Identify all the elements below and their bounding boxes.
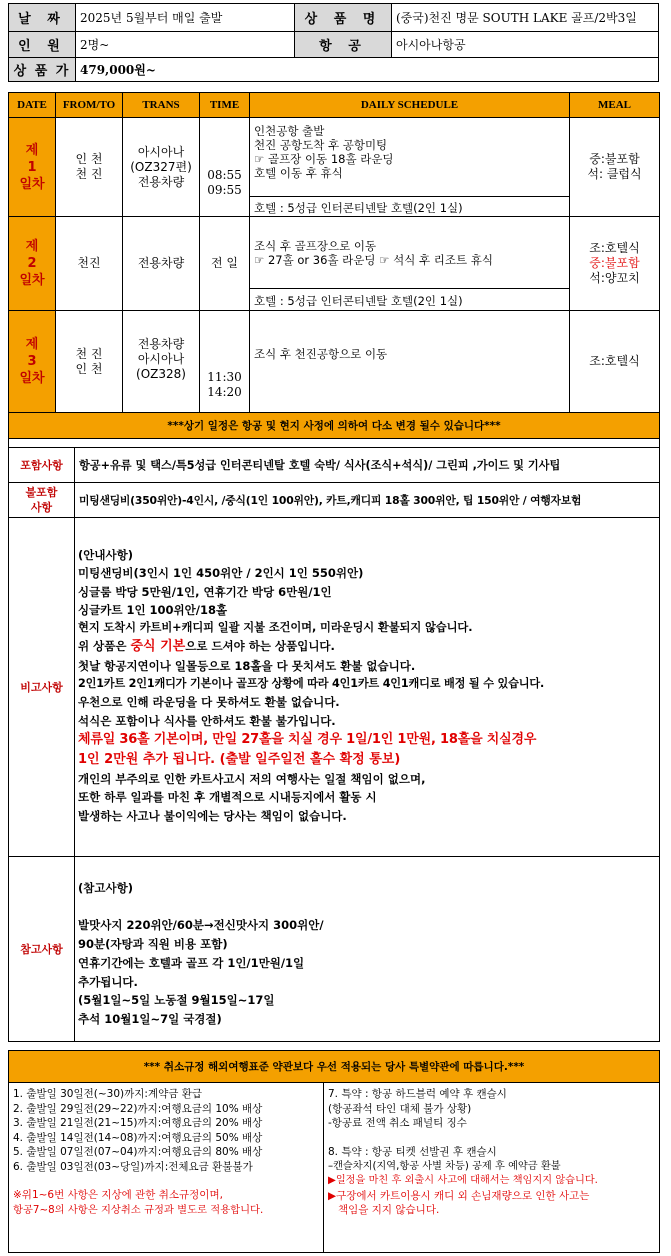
product-label: 상 품 명 (294, 3, 392, 32)
col-time: TIME (199, 92, 250, 118)
day3-label: 제 3 일차 (8, 310, 56, 413)
cancellation-title: *** 취소규정 해외여행표준 약관보다 우선 적용되는 당사 특별약관에 따릅니다.*** (8, 1050, 660, 1083)
people-value: 2명~ (75, 31, 295, 58)
reference-label: 참고사항 (8, 856, 75, 1042)
product-value: (중국)천진 명문 SOUTH LAKE 골프/2박3일 (391, 3, 659, 32)
day3-trans: 전용차량 아시아나 (OZ328) (122, 310, 200, 413)
excluded-text: 미팅샌딩비(350위안)-4인시, /중식(1인 100위안), 카트,캐디피 18홀 300위안, 팁 150위안 / 여행자보험 (74, 482, 660, 518)
col-date: DATE (8, 92, 56, 118)
day3-meal: 조:호텔식 (569, 310, 660, 413)
col-meal: MEAL (569, 92, 660, 118)
day3-schedule: 조식 후 천진공항으로 이동 (249, 310, 570, 413)
day1-hotel: 호텔 : 5성급 인터콘티넨탈 호텔(2인 1실) (249, 196, 570, 217)
cancellation-right: 7. 특약 : 항공 하드블럭 예약 후 캔슬시 (항공좌석 타인 대체 불가 상황) -항공료 전액 취소 패널티 징수 8. 특약 : 항공 티켓 선발권 후 캔슬시 –캔슬차지(지역,항공 사별 차등) 공제 후 예약금 환불 ▶일정을 마친 후 외출시 사고에 대해서는 책임지지 않습니다. ▶구장에서 카트이용시 캐디 외 손님재량으로 인한 사고는 책임을 지지 않습니다. (323, 1082, 660, 1253)
day1-schedule: 인천공항 출발 천진 공항도착 후 공항미팅 ☞ 골프장 이동 18홀 라운딩 호텔 이동 후 휴식 (249, 117, 570, 197)
included-label: 포함사항 (8, 447, 75, 483)
date-value: 2025년 5월부터 매일 출발 (75, 3, 295, 32)
day2-from-to: 천진 (55, 216, 123, 311)
day1-label: 제 1 일차 (8, 117, 56, 217)
day2-trans: 전용차량 (122, 216, 200, 311)
col-trans: TRANS (122, 92, 200, 118)
airline-label: 항 공 (294, 31, 392, 58)
price-label: 상 품 가 (8, 57, 76, 82)
airline-value: 아시아나항공 (391, 31, 659, 58)
day2-label: 제 2 일차 (8, 216, 56, 311)
day1-trans: 아시아나 (OZ327편) 전용차량 (122, 117, 200, 217)
excluded-label: 불포함 사항 (8, 482, 75, 518)
day3-time: 11:30 14:20 (199, 310, 250, 413)
day1-time: 08:55 09:55 (199, 117, 250, 217)
reference-body: (참고사항) 발맛사지 220위안/60분→전신맛사지 300위안/ 90분(자탕과 직원 비용 포함) 연휴기간에는 호텔과 골프 각 1인/1만원/1일 추가됩니다. (5월1일~5일 노동절 9월15일~17일 추석 10월1일~7일 국경절) (74, 856, 660, 1042)
day2-time: 전 일 (199, 216, 250, 311)
schedule-notice: ***상기 일정은 항공 및 현지 사정에 의하여 다소 변경 될수 있습니다*** (8, 412, 660, 439)
col-daily-schedule: DAILY SCHEDULE (249, 92, 570, 118)
day3-from-to: 천 진 인 천 (55, 310, 123, 413)
day1-from-to: 인 천 천 진 (55, 117, 123, 217)
day1-meal: 중:불포함 석: 클럽식 (569, 117, 660, 217)
cancellation-left: 1. 출발일 30일전(~30)까지:계약금 환급 2. 출발일 29일전(29~22)까지:여행요금의 10% 배상 3. 출발일 21일전(21~15)까지:여행요금의 20% 배상 4. 출발일 14일전(14~08)까지:여행요금의 50% 배상 5. 출발일 07일전(07~04)까지:여행요금의 80% 배상 6. 출발일 03일전(03~당일)까지:전체요금 환불불가 ※위1~6번 사항은 지상에 관한 취소규정이며, 항공7~8의 사항은 지상취소 규정과 별도로 적용합니다. (8, 1082, 324, 1253)
day2-schedule: 조식 후 골프장으로 이동 ☞ 27홀 or 36홀 라운딩 ☞ 석식 후 리조트 휴식 (249, 216, 570, 289)
price-value: 479,000원~ (75, 57, 659, 82)
date-label: 날 짜 (8, 3, 76, 32)
remarks-body: (안내사항) 미팅샌딩비(3인시 1인 450위안 / 2인시 1인 550위안) 싱글룸 박당 5만원/1인, 연휴기간 박당 6만원/1인 싱글카트 1인 100위안/18홀 현지 도착시 카트비+캐디피 일괄 지불 조건이며, 미라운딩시 환불되지 않습니다. 위 상품은 중식 기본으로 드셔야 하는 상품입니다. 첫날 항공지연이나 일몰등으로 18홀을 다 못치셔도 환불 없습니다. 2인1카트 2인1캐디가 기본이나 골프장 상황에 따라 4인1카트 4인1캐디로 배정 될 수 있습니다. 우천으로 인해 라운딩을 다 못하셔도 환불 없습니다. 석식은 포함이나 식사를 안하셔도 환불 불가입니다. 체류일 36홀 기본이며, 만일 27홀을 치실 경우 1일/1인 1만원, 18홀을 치실경우 1인 2만원 추가 됩니다. (출발 일주일전 홀수 확정 통보) 개인의 부주의로 인한 카트사고시 저의 여행사는 일절 책임이 없으며, 또한 하루 일과를 마친 후 개별적으로 시내등지에서 활동 시 발생하는 사고나 불이익에는 당사는 책임이 없습니다. (74, 517, 660, 857)
col-from-to: FROM/TO (55, 92, 123, 118)
remarks-label: 비고사항 (8, 517, 75, 857)
people-label: 인 원 (8, 31, 76, 58)
day2-hotel: 호텔 : 5성급 인터콘티넨탈 호텔(2인 1실) (249, 288, 570, 311)
included-text: 항공+유류 및 택스/특5성급 인터콘티넨탈 호텔 숙박/ 식사(조식+석식)/ 그린피 ,가이드 및 기사팁 (74, 447, 660, 483)
day2-meal: 조:호텔식 중:불포함 석:양꼬치 (569, 216, 660, 311)
